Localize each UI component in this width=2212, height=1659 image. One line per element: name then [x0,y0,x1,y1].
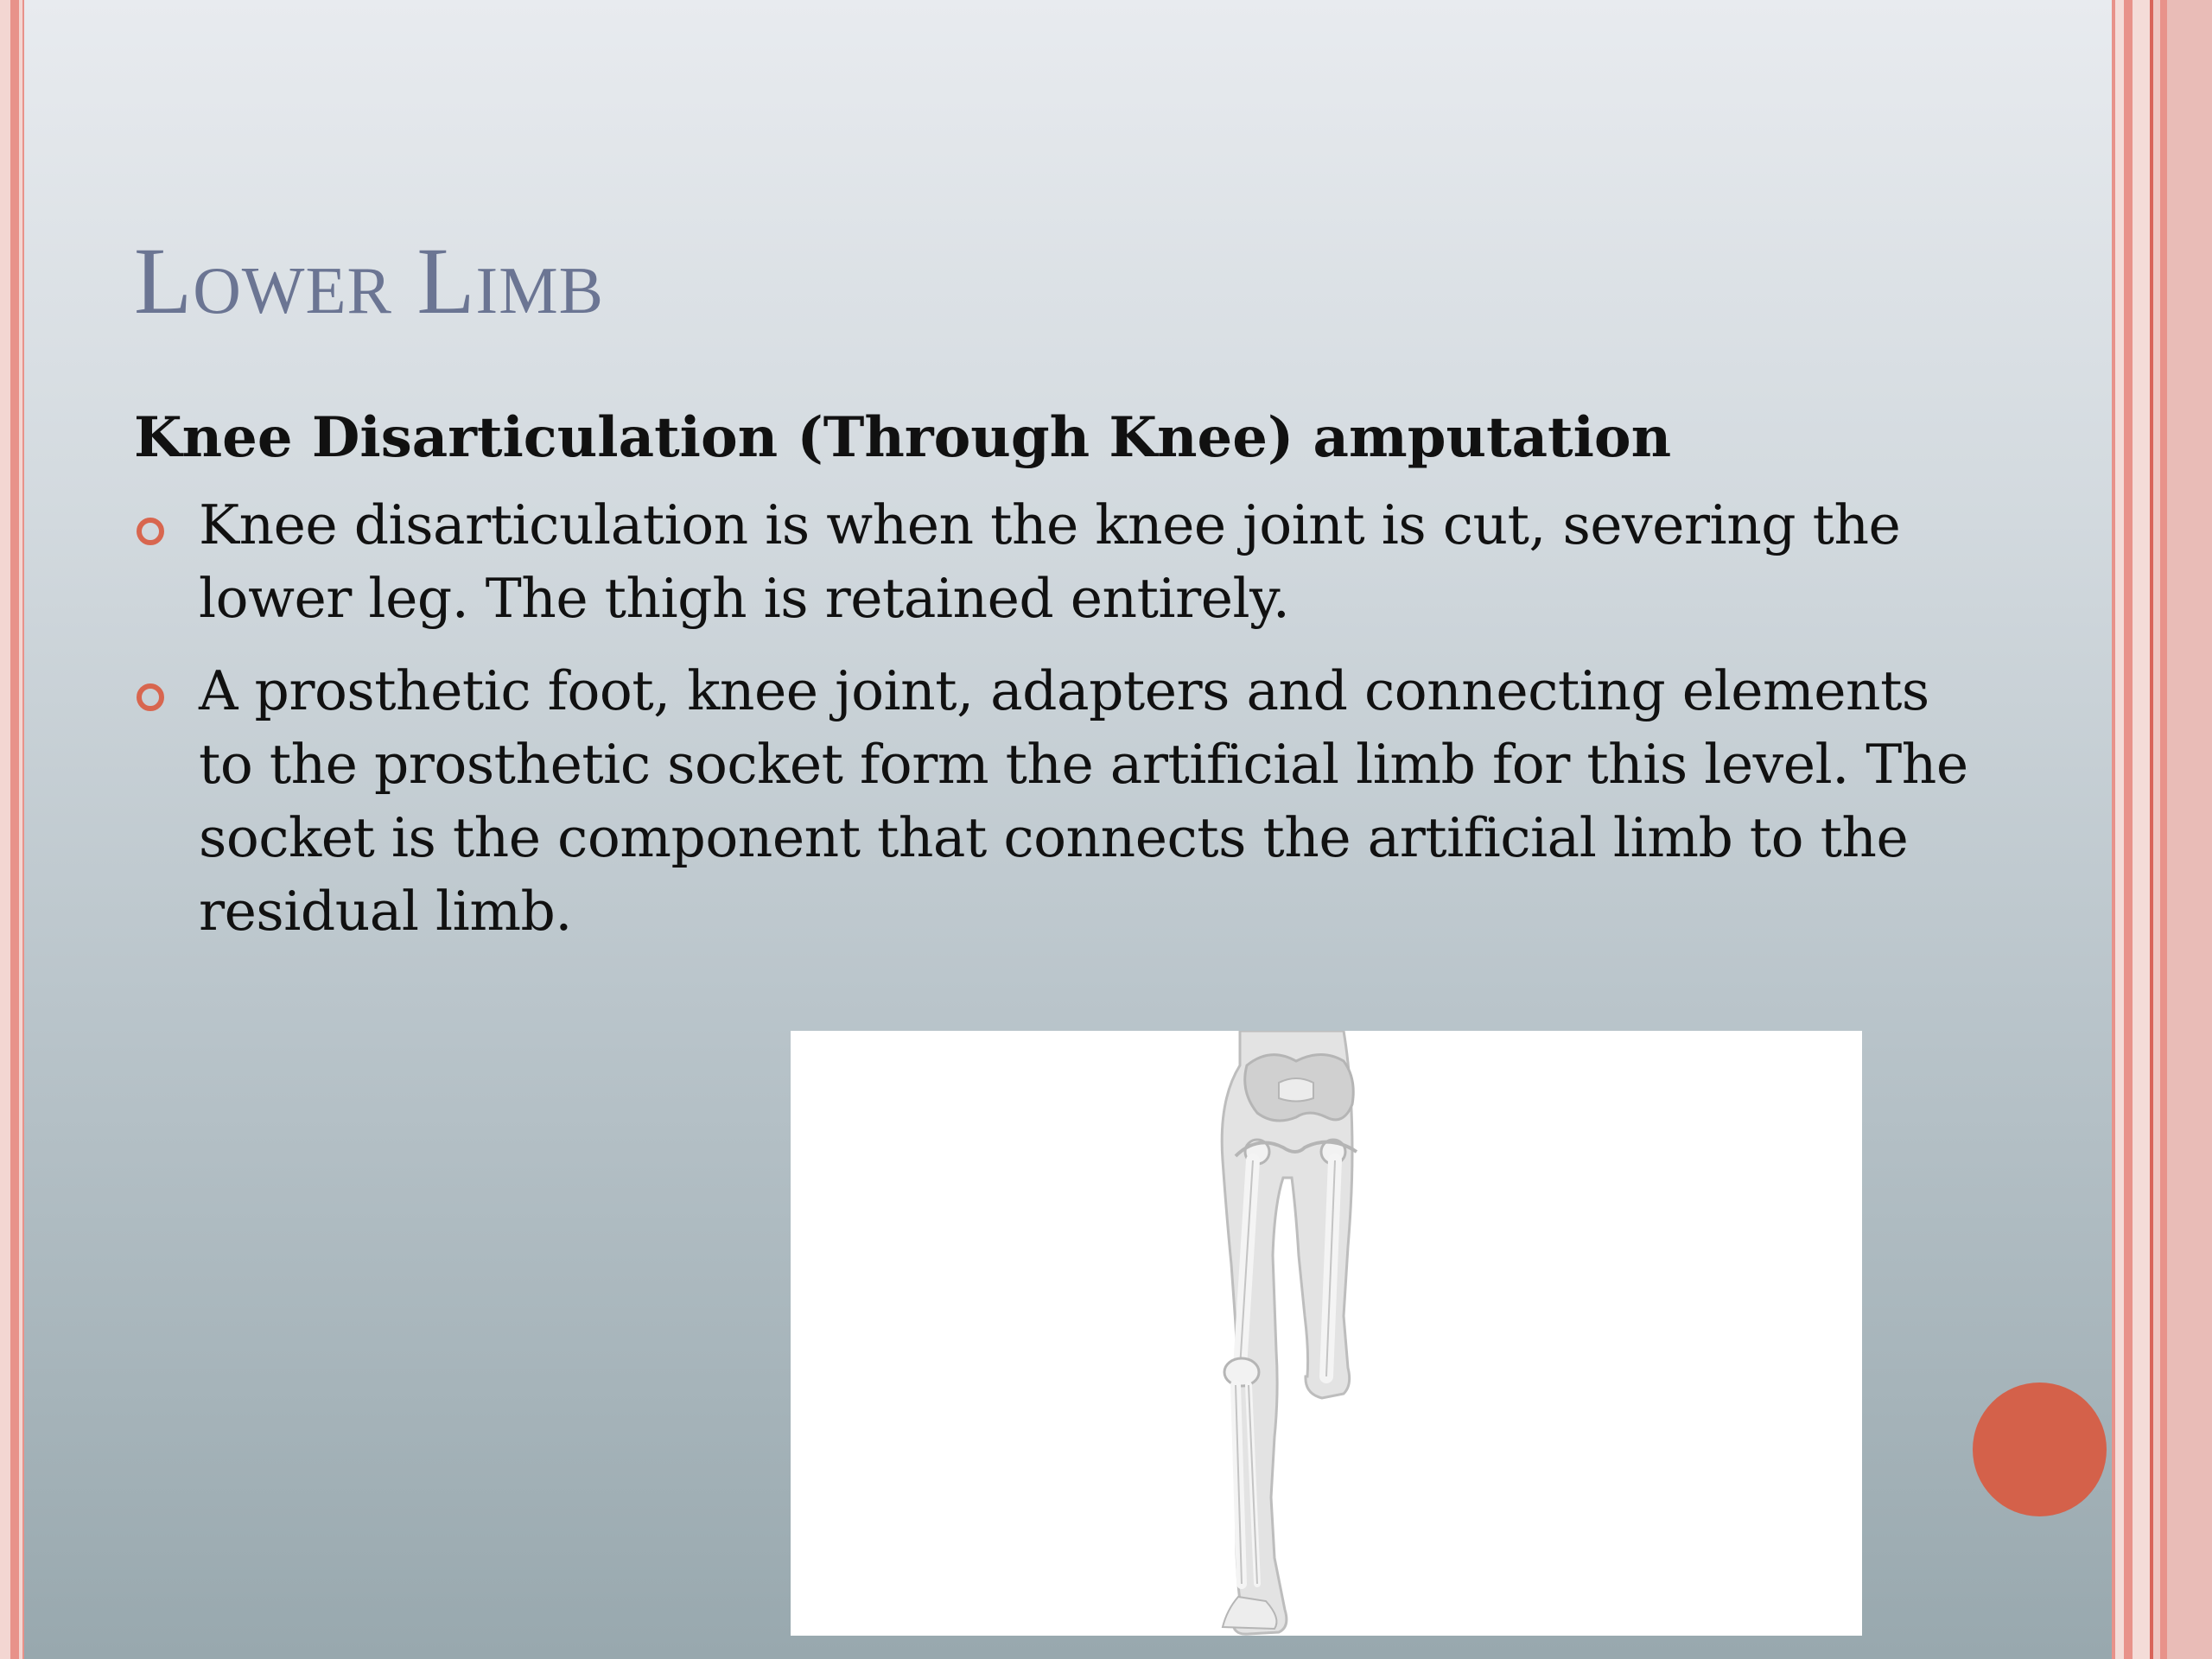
bullet-circle-icon [137,518,164,545]
left-decorative-border [0,0,29,1659]
slide-title: Lower Limb [134,228,605,334]
slide-subtitle: Knee Disarticulation (Through Knee) amputation [134,405,1672,470]
right-decorative-border [2112,0,2212,1659]
amputated-leg-skeleton-icon [791,1031,1862,1636]
bullet-item [134,488,1992,635]
decorative-orange-circle [1973,1382,2107,1516]
amputation-illustration [791,1031,1862,1636]
bullet-text: A prosthetic foot, knee joint, adapters and connecting elements to the prosthetic socket form the artificial limb for this level. The socket is the component that connects the artificial limb to the residual limb. [199,659,1968,943]
bullet-text: Knee disarticulation is when the knee joint is cut, severing the lower leg. The thigh is retained entirely. [199,493,1901,630]
bullet-list [134,488,1992,967]
bullet-item [134,654,1992,948]
bullet-circle-icon [137,683,164,711]
